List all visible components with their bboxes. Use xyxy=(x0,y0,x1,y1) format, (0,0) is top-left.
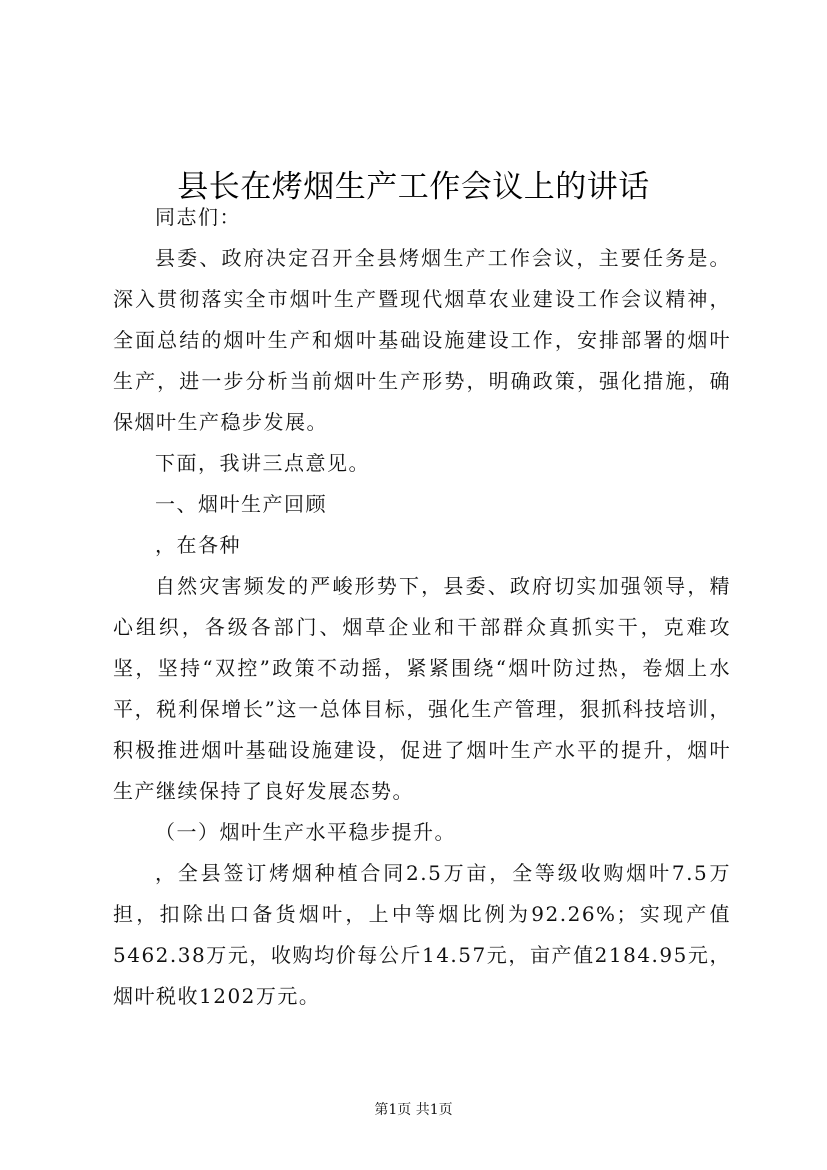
intro-paragraph: 县委、政府决定召开全县烤烟生产工作会议，主要任务是。深入贯彻落实全市烟叶生产暨现代烟草农业建设工作会议精神，全面总结的烟叶生产和烟叶基础设施建设工作，安排部署的烟叶生产，进一步分析当前烟叶生产形势，明确政策，强化措施，确保烟叶生产稳步发展。 xyxy=(113,246,731,434)
subsection-heading: （一）烟叶生产水平稳步提升。 xyxy=(155,820,456,844)
document-title: 县长在烤烟生产工作会议上的讲话 xyxy=(177,168,650,205)
statistics-paragraph: ，全县签订烤烟种植合同2.5万亩，全等级收购烟叶7.5万担，扣除出口备货烟叶，上中等烟比例为92.26%；实现产值5462.38万元，收购均价每公斤14.57元，亩产值2184.95元，烟叶税收1202万元。 xyxy=(113,861,731,1008)
section-heading: 一、烟叶生产回顾 xyxy=(155,492,327,516)
fragment-paragraph: ，在各种 xyxy=(155,533,241,557)
review-paragraph: 自然灾害频发的严峻形势下，县委、政府切实加强领导，精心组织，各级各部门、烟草企业和干部群众真抓实干，克难攻坚，坚持“双控”政策不动摇，紧紧围绕“烟叶防过热，卷烟上水平，税利保增长”这一总体目标，强化生产管理，狠抓科技培训，积极推进烟叶基础设施建设，促进了烟叶生产水平的提升，烟叶生产继续保持了良好发展态势。 xyxy=(113,574,731,803)
salutation-paragraph: 同志们： xyxy=(155,205,241,229)
page-footer: 第1页 共1页 xyxy=(374,1102,453,1118)
document-body xyxy=(113,197,731,1017)
outline-paragraph: 下面，我讲三点意见。 xyxy=(155,451,370,475)
